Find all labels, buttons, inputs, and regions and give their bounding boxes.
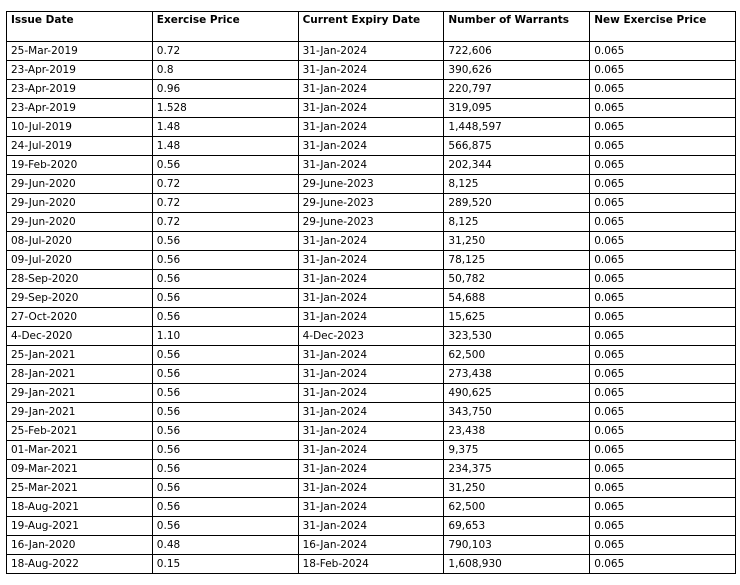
cell-exercise-price: 0.56	[152, 308, 298, 327]
cell-new-exercise-price: 0.065	[590, 403, 736, 422]
cell-exercise-price: 0.96	[152, 80, 298, 99]
cell-current-expiry-date: 31-Jan-2024	[298, 498, 444, 517]
cell-number-of-warrants: 1,608,930	[444, 555, 590, 574]
table-row	[7, 422, 736, 441]
cell-exercise-price: 1.528	[152, 99, 298, 118]
cell-current-expiry-date: 31-Jan-2024	[298, 384, 444, 403]
cell-number-of-warrants: 323,530	[444, 327, 590, 346]
cell-number-of-warrants: 62,500	[444, 498, 590, 517]
cell-exercise-price: 0.48	[152, 536, 298, 555]
table-row	[7, 460, 736, 479]
cell-current-expiry-date: 16-Jan-2024	[298, 536, 444, 555]
cell-new-exercise-price: 0.065	[590, 536, 736, 555]
cell-issue-date: 29-Sep-2020	[7, 289, 153, 308]
cell-exercise-price: 0.56	[152, 498, 298, 517]
cell-issue-date: 09-Mar-2021	[7, 460, 153, 479]
cell-current-expiry-date: 31-Jan-2024	[298, 156, 444, 175]
header-new-exercise-price: New Exercise Price	[590, 12, 736, 42]
cell-number-of-warrants: 790,103	[444, 536, 590, 555]
cell-exercise-price: 1.48	[152, 118, 298, 137]
cell-new-exercise-price: 0.065	[590, 42, 736, 61]
cell-number-of-warrants: 343,750	[444, 403, 590, 422]
cell-issue-date: 19-Feb-2020	[7, 156, 153, 175]
cell-current-expiry-date: 31-Jan-2024	[298, 308, 444, 327]
table-row	[7, 251, 736, 270]
table-row	[7, 61, 736, 80]
cell-current-expiry-date: 31-Jan-2024	[298, 99, 444, 118]
cell-issue-date: 23-Apr-2019	[7, 61, 153, 80]
cell-current-expiry-date: 31-Jan-2024	[298, 346, 444, 365]
warrants-table	[6, 11, 736, 574]
cell-new-exercise-price: 0.065	[590, 156, 736, 175]
cell-issue-date: 23-Apr-2019	[7, 80, 153, 99]
cell-current-expiry-date: 31-Jan-2024	[298, 479, 444, 498]
cell-new-exercise-price: 0.065	[590, 213, 736, 232]
cell-exercise-price: 0.15	[152, 555, 298, 574]
cell-exercise-price: 0.56	[152, 384, 298, 403]
table-row	[7, 555, 736, 574]
cell-issue-date: 19-Aug-2021	[7, 517, 153, 536]
cell-exercise-price: 1.10	[152, 327, 298, 346]
cell-new-exercise-price: 0.065	[590, 517, 736, 536]
cell-new-exercise-price: 0.065	[590, 232, 736, 251]
table-row	[7, 517, 736, 536]
cell-current-expiry-date: 31-Jan-2024	[298, 289, 444, 308]
cell-issue-date: 29-Jun-2020	[7, 175, 153, 194]
cell-number-of-warrants: 69,653	[444, 517, 590, 536]
cell-number-of-warrants: 1,448,597	[444, 118, 590, 137]
cell-new-exercise-price: 0.065	[590, 346, 736, 365]
cell-new-exercise-price: 0.065	[590, 80, 736, 99]
cell-number-of-warrants: 9,375	[444, 441, 590, 460]
cell-number-of-warrants: 722,606	[444, 42, 590, 61]
cell-exercise-price: 0.72	[152, 213, 298, 232]
cell-new-exercise-price: 0.065	[590, 422, 736, 441]
cell-number-of-warrants: 289,520	[444, 194, 590, 213]
table-row	[7, 270, 736, 289]
cell-issue-date: 4-Dec-2020	[7, 327, 153, 346]
cell-new-exercise-price: 0.065	[590, 460, 736, 479]
cell-issue-date: 25-Jan-2021	[7, 346, 153, 365]
cell-issue-date: 29-Jan-2021	[7, 384, 153, 403]
cell-issue-date: 29-Jun-2020	[7, 194, 153, 213]
cell-exercise-price: 0.56	[152, 270, 298, 289]
cell-new-exercise-price: 0.065	[590, 118, 736, 137]
cell-number-of-warrants: 15,625	[444, 308, 590, 327]
table-row	[7, 99, 736, 118]
cell-number-of-warrants: 62,500	[444, 346, 590, 365]
cell-exercise-price: 0.56	[152, 156, 298, 175]
cell-exercise-price: 0.56	[152, 365, 298, 384]
table-row	[7, 365, 736, 384]
table-row	[7, 289, 736, 308]
cell-issue-date: 28-Jan-2021	[7, 365, 153, 384]
cell-current-expiry-date: 29-June-2023	[298, 213, 444, 232]
cell-number-of-warrants: 566,875	[444, 137, 590, 156]
table-row	[7, 175, 736, 194]
cell-exercise-price: 0.56	[152, 403, 298, 422]
cell-exercise-price: 0.56	[152, 232, 298, 251]
cell-issue-date: 10-Jul-2019	[7, 118, 153, 137]
cell-exercise-price: 0.56	[152, 346, 298, 365]
cell-current-expiry-date: 31-Jan-2024	[298, 251, 444, 270]
cell-new-exercise-price: 0.065	[590, 498, 736, 517]
cell-current-expiry-date: 31-Jan-2024	[298, 80, 444, 99]
cell-new-exercise-price: 0.065	[590, 555, 736, 574]
table-row	[7, 80, 736, 99]
cell-exercise-price: 0.56	[152, 251, 298, 270]
cell-current-expiry-date: 31-Jan-2024	[298, 61, 444, 80]
table-header-row	[7, 12, 736, 42]
cell-current-expiry-date: 31-Jan-2024	[298, 137, 444, 156]
cell-issue-date: 18-Aug-2022	[7, 555, 153, 574]
cell-new-exercise-price: 0.065	[590, 99, 736, 118]
cell-current-expiry-date: 31-Jan-2024	[298, 232, 444, 251]
cell-issue-date: 16-Jan-2020	[7, 536, 153, 555]
cell-issue-date: 27-Oct-2020	[7, 308, 153, 327]
cell-current-expiry-date: 31-Jan-2024	[298, 403, 444, 422]
table-row	[7, 308, 736, 327]
header-issue-date: Issue Date	[7, 12, 153, 42]
table-row	[7, 346, 736, 365]
cell-issue-date: 25-Feb-2021	[7, 422, 153, 441]
cell-new-exercise-price: 0.065	[590, 175, 736, 194]
cell-current-expiry-date: 29-June-2023	[298, 194, 444, 213]
cell-new-exercise-price: 0.065	[590, 308, 736, 327]
cell-issue-date: 25-Mar-2019	[7, 42, 153, 61]
table-row	[7, 118, 736, 137]
table-row	[7, 194, 736, 213]
cell-number-of-warrants: 23,438	[444, 422, 590, 441]
cell-current-expiry-date: 31-Jan-2024	[298, 441, 444, 460]
cell-issue-date: 08-Jul-2020	[7, 232, 153, 251]
table-row	[7, 498, 736, 517]
cell-new-exercise-price: 0.065	[590, 327, 736, 346]
cell-current-expiry-date: 29-June-2023	[298, 175, 444, 194]
cell-number-of-warrants: 31,250	[444, 232, 590, 251]
table-row	[7, 441, 736, 460]
cell-current-expiry-date: 31-Jan-2024	[298, 42, 444, 61]
cell-issue-date: 09-Jul-2020	[7, 251, 153, 270]
table-row	[7, 42, 736, 61]
cell-issue-date: 01-Mar-2021	[7, 441, 153, 460]
cell-current-expiry-date: 18-Feb-2024	[298, 555, 444, 574]
cell-number-of-warrants: 50,782	[444, 270, 590, 289]
cell-current-expiry-date: 31-Jan-2024	[298, 118, 444, 137]
cell-new-exercise-price: 0.065	[590, 384, 736, 403]
table-row	[7, 213, 736, 232]
cell-issue-date: 28-Sep-2020	[7, 270, 153, 289]
cell-number-of-warrants: 8,125	[444, 213, 590, 232]
cell-issue-date: 29-Jun-2020	[7, 213, 153, 232]
cell-exercise-price: 0.56	[152, 441, 298, 460]
cell-number-of-warrants: 54,688	[444, 289, 590, 308]
cell-issue-date: 25-Mar-2021	[7, 479, 153, 498]
table-row	[7, 384, 736, 403]
cell-exercise-price: 0.56	[152, 517, 298, 536]
cell-number-of-warrants: 202,344	[444, 156, 590, 175]
cell-new-exercise-price: 0.065	[590, 194, 736, 213]
cell-issue-date: 29-Jan-2021	[7, 403, 153, 422]
cell-new-exercise-price: 0.065	[590, 61, 736, 80]
cell-number-of-warrants: 390,626	[444, 61, 590, 80]
cell-current-expiry-date: 31-Jan-2024	[298, 422, 444, 441]
table-body	[7, 42, 736, 574]
cell-exercise-price: 0.56	[152, 422, 298, 441]
cell-number-of-warrants: 319,095	[444, 99, 590, 118]
cell-new-exercise-price: 0.065	[590, 289, 736, 308]
cell-exercise-price: 0.8	[152, 61, 298, 80]
header-exercise-price: Exercise Price	[152, 12, 298, 42]
cell-exercise-price: 0.72	[152, 175, 298, 194]
cell-new-exercise-price: 0.065	[590, 137, 736, 156]
cell-number-of-warrants: 490,625	[444, 384, 590, 403]
table-row	[7, 156, 736, 175]
cell-new-exercise-price: 0.065	[590, 251, 736, 270]
cell-number-of-warrants: 273,438	[444, 365, 590, 384]
cell-exercise-price: 0.56	[152, 289, 298, 308]
cell-new-exercise-price: 0.065	[590, 479, 736, 498]
cell-number-of-warrants: 234,375	[444, 460, 590, 479]
header-number-of-warrants: Number of Warrants	[444, 12, 590, 42]
cell-issue-date: 24-Jul-2019	[7, 137, 153, 156]
header-current-expiry-date: Current Expiry Date	[298, 12, 444, 42]
cell-exercise-price: 0.56	[152, 460, 298, 479]
cell-number-of-warrants: 78,125	[444, 251, 590, 270]
cell-number-of-warrants: 220,797	[444, 80, 590, 99]
cell-number-of-warrants: 31,250	[444, 479, 590, 498]
table-row	[7, 536, 736, 555]
table-row	[7, 232, 736, 251]
table-row	[7, 479, 736, 498]
cell-issue-date: 18-Aug-2021	[7, 498, 153, 517]
cell-new-exercise-price: 0.065	[590, 441, 736, 460]
cell-current-expiry-date: 31-Jan-2024	[298, 270, 444, 289]
cell-new-exercise-price: 0.065	[590, 365, 736, 384]
cell-current-expiry-date: 31-Jan-2024	[298, 517, 444, 536]
cell-new-exercise-price: 0.065	[590, 270, 736, 289]
cell-current-expiry-date: 31-Jan-2024	[298, 365, 444, 384]
cell-exercise-price: 0.72	[152, 42, 298, 61]
table-row	[7, 403, 736, 422]
cell-issue-date: 23-Apr-2019	[7, 99, 153, 118]
cell-exercise-price: 0.72	[152, 194, 298, 213]
cell-exercise-price: 1.48	[152, 137, 298, 156]
cell-number-of-warrants: 8,125	[444, 175, 590, 194]
cell-exercise-price: 0.56	[152, 479, 298, 498]
table-row	[7, 327, 736, 346]
table-row	[7, 137, 736, 156]
cell-current-expiry-date: 4-Dec-2023	[298, 327, 444, 346]
cell-current-expiry-date: 31-Jan-2024	[298, 460, 444, 479]
